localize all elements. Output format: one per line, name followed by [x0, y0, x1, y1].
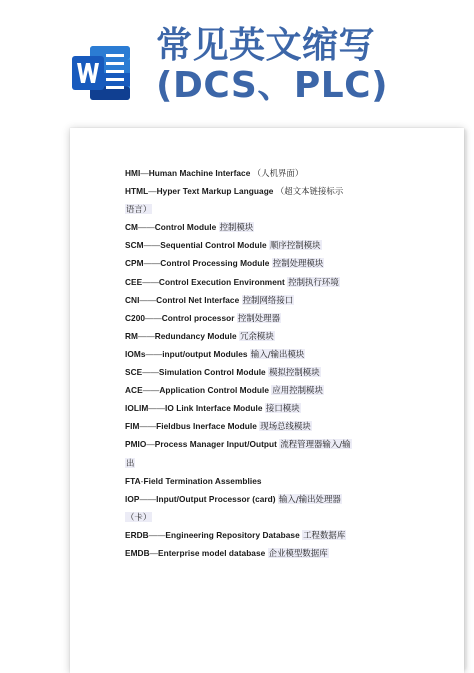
document-line — [125, 182, 455, 200]
english-term: Input/Output Processor (card) — [156, 493, 276, 504]
document-line — [125, 417, 455, 435]
document-line — [125, 363, 455, 381]
english-term: Control Module — [154, 222, 217, 233]
english-term: Engineering Repository Database — [165, 529, 300, 540]
abbreviation: RM — [125, 330, 139, 341]
chinese-term: （卡） — [126, 511, 152, 522]
word-document-icon — [68, 40, 134, 106]
document-line — [125, 345, 455, 363]
document-line — [125, 254, 455, 272]
english-term: Redundancy Module — [154, 330, 237, 341]
abbreviation: CPM — [125, 258, 144, 269]
abbreviation: HTML — [125, 186, 149, 197]
chinese-term: 顺序控制模块 — [270, 240, 321, 251]
chinese-term: 输入/输出处理器 — [278, 493, 341, 504]
abbreviation: FIM — [125, 421, 140, 432]
document-line — [125, 472, 455, 490]
dash-separator: —— — [138, 222, 155, 233]
document-line — [125, 236, 455, 254]
dash-separator: —— — [145, 312, 162, 323]
abbreviation: C200 — [125, 312, 146, 323]
document-line — [125, 200, 455, 218]
english-term: Process Manager Input/Output — [154, 439, 277, 450]
english-term: Application Control Module — [159, 385, 269, 396]
chinese-term: 工程数据库 — [303, 529, 346, 540]
abbreviation: IOMs — [125, 348, 146, 359]
abbreviation: CM — [125, 222, 139, 233]
document-line — [125, 327, 455, 345]
abbreviation: FTA — [125, 475, 141, 486]
document-line — [125, 544, 455, 562]
english-term: input/output Modules — [162, 348, 248, 359]
dash-separator: —— — [145, 348, 163, 359]
dash-separator: —— — [142, 385, 160, 396]
chinese-term: 输入/输出模块 — [250, 348, 305, 359]
english-term: Control Execution Environment — [158, 276, 285, 287]
english-term: Hyper Text Markup Language — [156, 186, 274, 197]
dash-separator: —— — [143, 240, 161, 251]
abbreviation: IOLIM — [125, 403, 149, 414]
document-line — [125, 399, 455, 417]
dash-separator: — — [140, 168, 149, 178]
english-term: Control processor — [161, 312, 235, 323]
document-line — [125, 273, 455, 291]
document-title: 常见英文缩写(DCS、PLC) — [156, 25, 389, 106]
chinese-term: 控制执行环境 — [288, 276, 339, 287]
dash-separator: —— — [138, 330, 155, 341]
dash-separator: —— — [139, 421, 157, 432]
document-line — [125, 381, 455, 399]
chinese-term: 控制处理模块 — [272, 258, 324, 269]
document-line — [125, 218, 455, 236]
chinese-term: 控制处理器 — [237, 312, 281, 323]
document-line — [125, 435, 455, 453]
english-term: Control Net Interface — [156, 294, 240, 305]
chinese-term: 控制模块 — [219, 222, 254, 233]
abbreviation: ERDB — [125, 529, 149, 540]
document-body — [125, 164, 455, 562]
abbreviation: IOP — [125, 493, 140, 504]
document-line — [125, 526, 455, 544]
abbreviation: HMI — [125, 168, 141, 178]
chinese-term: 企业模型数据库 — [268, 547, 328, 558]
chinese-term: 冗余模块 — [240, 330, 274, 341]
chinese-term: 语言） — [126, 204, 152, 215]
document-line — [125, 309, 455, 327]
english-term: Simulation Control Module — [158, 367, 266, 378]
chinese-term: 应用控制模块 — [272, 385, 323, 396]
dash-separator: —— — [148, 529, 166, 540]
document-line — [125, 508, 455, 526]
abbreviation: CEE — [125, 276, 143, 287]
english-term: Enterprise model database — [158, 547, 266, 558]
english-term: Control Processing Module — [160, 258, 270, 269]
dash-separator: - — [140, 475, 144, 486]
dash-separator: —— — [148, 403, 165, 414]
document-line — [125, 164, 455, 182]
dash-separator: — — [148, 186, 157, 197]
chinese-term: 出 — [126, 457, 135, 468]
document-line — [125, 490, 455, 508]
chinese-term: （超文本链接标示 — [275, 186, 344, 197]
chinese-term: 流程管理器输入/输 — [280, 439, 351, 450]
abbreviation: SCM — [125, 240, 144, 251]
document-line — [125, 291, 455, 309]
chinese-term: （人机界面） — [252, 168, 304, 178]
dash-separator: —— — [142, 367, 159, 378]
dash-separator: — — [146, 439, 155, 450]
dash-separator: — — [149, 547, 158, 558]
document-line — [125, 454, 455, 472]
dash-separator: —— — [143, 258, 161, 269]
abbreviation: PMIO — [125, 439, 147, 450]
dash-separator: —— — [142, 276, 159, 287]
chinese-term: 现场总线模块 — [260, 421, 311, 432]
abbreviation: EMDB — [125, 547, 150, 558]
chinese-term: 接口模块 — [265, 403, 300, 414]
english-term: Human Machine Interface — [148, 168, 251, 178]
english-term: Field Termination Assemblies — [143, 475, 262, 486]
chinese-term: 控制网络接口 — [242, 294, 294, 305]
chinese-term: 模拟控制模块 — [269, 367, 320, 378]
abbreviation: CNI — [125, 294, 140, 305]
abbreviation: SCE — [125, 367, 143, 378]
dash-separator: —— — [139, 294, 157, 305]
dash-separator: —— — [139, 493, 157, 504]
abbreviation: ACE — [125, 385, 143, 396]
english-term: IO Link Interface Module — [165, 403, 263, 414]
english-term: Fieldbus Inerface Module — [156, 421, 257, 432]
english-term: Sequential Control Module — [160, 240, 267, 251]
